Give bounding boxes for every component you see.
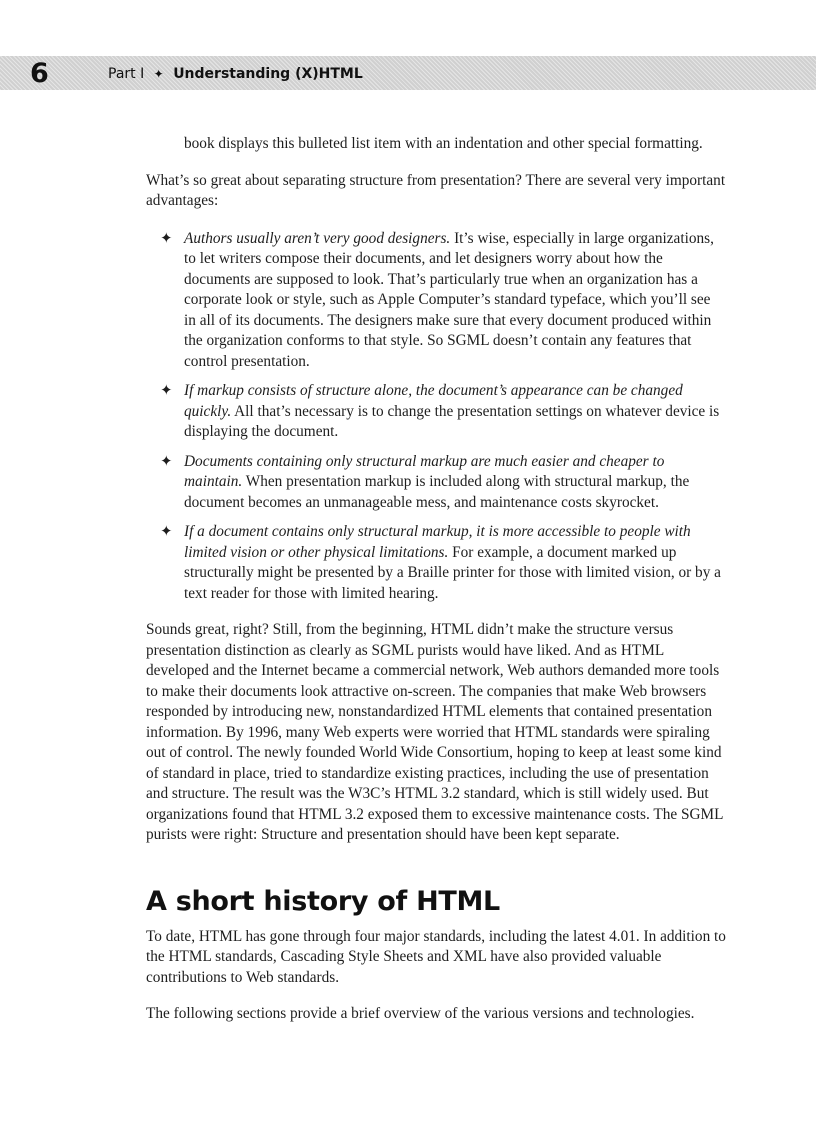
list-item-lead: Documents containing only structural markup are much easier and cheaper to maintain. [184,452,665,490]
diamond-bullet-icon: ✦ [160,383,173,399]
overview-paragraph: The following sections provide a brief overview of the various versions and technologies. [146,1005,695,1022]
list-item [146,229,726,373]
diamond-bullet-icon: ✦ [160,453,173,470]
list-item-lead: Authors usually aren’t very good designers. [184,229,451,247]
advantages-list [146,229,726,605]
list-item-text: For example, a document marked up structurally might be presented by a Braille printer for those with limited vision, or by a text reader for those with limited hearing. [184,543,721,602]
advantages-intro-paragraph: What’s so great about separating structure from presentation? There are several very important advantages: [146,171,726,209]
list-item [146,452,726,514]
page-number: 6 [30,58,49,89]
list-item [146,381,726,443]
diamond-separator-icon: ✦ [153,67,164,81]
list-item-text: It’s wise, especially in large organizations, to let writers compose their documents, and let designers worry about how the documents are supposed to look. That’s particularly true when an organization has a corporate look or style, such as Apple Computer’s standard typeface, which you’ll see in all of its documents. The designers make sure that every document produced within the organization conforms to that style. So SGML doesn’t contain any features that control presentation. [184,229,714,370]
running-head [108,56,363,90]
standards-paragraph: To date, HTML has gone through four major standards, including the latest 4.01. In addition to the HTML standards, Cascading Style Sheets and XML have also provided valuable contributions to Web standards. [146,927,726,986]
history-paragraph: Sounds great, right? Still, from the beginning, HTML didn’t make the structure versus presentation distinction as clearly as SGML purists would have liked. And as HTML developed and the Internet became a commercial network, Web authors demanded more tools to make their documents look attractive on-screen. The companies that make Web browsers responded by introducing new, nonstandardized HTML elements that contained presentation information. By 1996, many Web experts were worried that HTML standards were spiraling out of control. The newly founded World Wide Consortium, hoping to keep at least some kind of standard in place, tried to standardize existing practices, including the use of presentation and structure. The result was the W3C’s HTML 3.2 standard, which is still widely used. But organizations found that HTML 3.2 exposed them to excessive maintenance costs. The SGML purists were right: Structure and presentation should have been kept separate. [146,621,723,843]
chapter-title: Understanding (X)HTML [173,66,363,82]
page-content [146,134,726,1025]
list-item-lead: If a document contains only structural markup, it is more accessible to people with limited vision or other physical limitations. [184,523,691,561]
list-item [146,522,726,604]
part-label: Part I [108,66,145,82]
list-item-text: All that’s necessary is to change the presentation settings on whatever device is displaying the document. [184,402,720,440]
continued-list-text: book displays this bulleted list item with an indentation and other special formatting. [184,135,703,152]
diamond-bullet-icon: ✦ [160,230,173,247]
list-item-text: When presentation markup is included along with structural markup, the document becomes an unmanageable mess, and maintenance costs skyrocket. [184,473,690,511]
diamond-bullet-icon: ✦ [160,524,173,540]
section-heading: A short history of HTML [146,885,500,917]
list-item-lead: If markup consists of structure alone, the document’s appearance can be changed quickly. [184,382,683,420]
